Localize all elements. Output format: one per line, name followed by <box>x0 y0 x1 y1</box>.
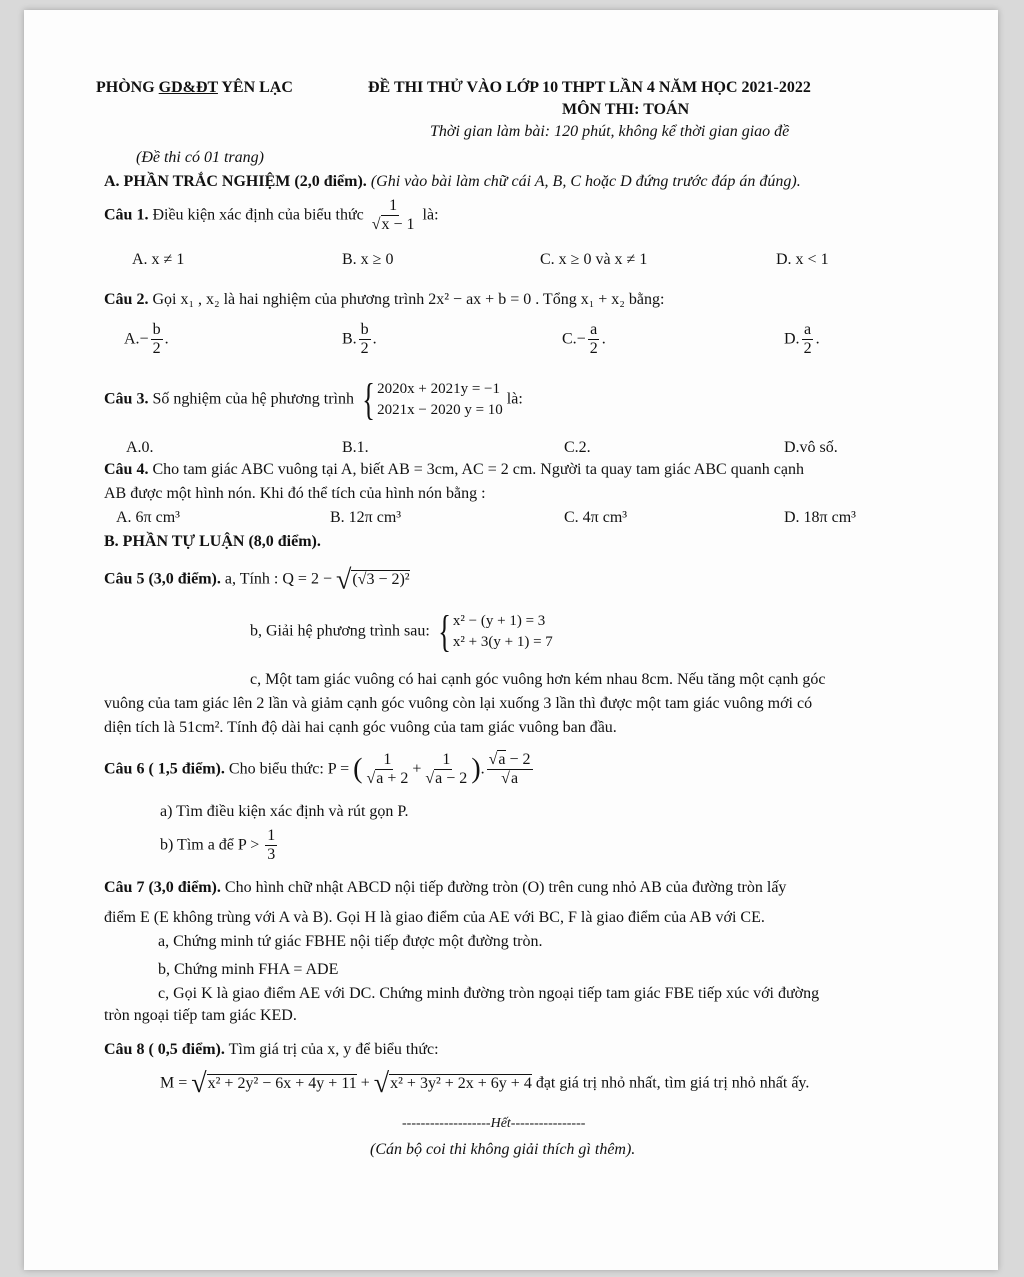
q2-d-num: a <box>804 321 812 338</box>
pages-note: (Đề thi có 01 trang) <box>136 149 264 166</box>
end-marker: -------------------Hết---------------- <box>402 1116 586 1131</box>
q1-den: √x − 1 <box>371 215 415 233</box>
q4-option-c: C. 4π cm³ <box>564 509 628 526</box>
q2-c-den: 2 <box>589 339 598 357</box>
q1-num: 1 <box>389 197 398 214</box>
q6-b-den: 3 <box>267 845 276 863</box>
q7-line1: Cho hình chữ nhật ABCD nội tiếp đường tròn (O) trên cung nhỏ AB của đường tròn lấy <box>220 879 787 896</box>
q5-c-line2: vuông của tam giác lên 2 lần và giảm cạnh góc vuông còn lại xuống 3 lần thì được một tam giác vuông mới có <box>104 695 813 712</box>
q1-label: Câu 1. <box>104 206 149 224</box>
q2-d-den: 2 <box>803 339 812 357</box>
q5-b-eq2: x² + 3(y + 1) = 7 <box>452 634 553 650</box>
q8-text: Tìm giá trị của x, y để biểu thức: <box>224 1041 439 1058</box>
q7-part-c2: tròn ngoại tiếp tam giác KED. <box>104 1007 297 1024</box>
question-3 <box>104 375 523 424</box>
q2-option-c <box>562 322 606 357</box>
q6-f1-den: √a + 2 <box>366 769 409 787</box>
q7-line2: điểm E (E không trùng với A và B). Gọi H là giao điểm của AE với BC, F là giao điểm của AB với CE. <box>104 909 765 926</box>
q4-line2: AB được một hình nón. Khi đó thể tích của hình nón bằng : <box>104 485 486 502</box>
q6-part-a: a) Tìm điều kiện xác định và rút gọn P. <box>160 803 409 820</box>
q6-f2-num: 1 <box>442 751 451 768</box>
q6-f3-num: √a − 2 <box>488 751 531 768</box>
q3-option-a: A.0. <box>126 439 154 456</box>
time-note: Thời gian làm bài: 120 phút, không kể thời gian giao đề <box>430 123 790 140</box>
q6-f3-num-rest: − 2 <box>505 751 531 768</box>
q8-m-prefix: M = <box>160 1074 192 1092</box>
q2-c-fraction <box>588 322 600 357</box>
q8-label: Câu 8 ( 0,5 điểm). <box>104 1041 225 1058</box>
q2-c-num: a <box>590 321 598 338</box>
q6-f3-num-rad: a <box>498 751 506 768</box>
q2-a-dot: . <box>164 330 169 348</box>
q1-den-rad: x <box>381 215 390 233</box>
q7-part-a: a, Chứng minh tứ giác FBHE nội tiếp được một đường tròn. <box>158 933 543 950</box>
q6-open-paren: ( <box>353 753 363 785</box>
q6-plus: + <box>412 760 422 778</box>
q2-b-den: 2 <box>360 339 369 357</box>
q2-option-a <box>124 322 169 357</box>
q2-d-fraction <box>802 322 814 357</box>
q2-a-fraction <box>151 322 163 357</box>
q6-text: Cho biểu thức: P = <box>224 760 354 778</box>
q6-f2-den-rad: a <box>435 769 443 787</box>
q6-f1-num: 1 <box>383 751 392 768</box>
q6-f3-den: √a <box>501 769 519 787</box>
q3-option-d: D.vô số. <box>784 439 838 456</box>
q5-b-brace: { <box>438 607 451 656</box>
school-name <box>96 78 293 97</box>
q5-b-eq1: x² − (y + 1) = 3 <box>452 613 546 629</box>
q2-option-d <box>784 322 820 357</box>
proctor-note: (Cán bộ coi thi không giải thích gì thêm). <box>370 1141 636 1158</box>
q2-a-num: b <box>152 321 161 338</box>
q6-label: Câu 6 ( 1,5 điểm). <box>104 760 225 778</box>
q5-b-text: b, Giải hệ phương trình sau: <box>250 622 434 640</box>
q8-radicand-1: x² + 2y² − 6x + 4y + 11 <box>207 1074 357 1092</box>
q6-f2-den: √a − 2 <box>425 769 468 787</box>
q4-line1: Cho tam giác ABC vuông tại A, biết AB = 3cm, AC = 2 cm. Người ta quay tam giác ABC quanh cạnh <box>148 461 805 478</box>
q3-text: Số nghiệm của hệ phương trình <box>148 390 358 408</box>
q5-a-inner: (√3 − 2)² <box>352 570 410 588</box>
q2-d-dot: . <box>815 330 820 348</box>
question-2 <box>104 290 664 309</box>
q3-option-c: C.2. <box>564 439 591 456</box>
q2-d-prefix: D. <box>784 330 800 348</box>
q2-c-prefix: C.− <box>562 330 586 348</box>
q2-b-prefix: B. <box>342 330 357 348</box>
q1-den-rest: − 1 <box>389 215 415 233</box>
q4-label: Câu 4. <box>104 461 149 478</box>
question-5a <box>104 566 410 594</box>
q5-b-system <box>434 607 553 656</box>
section-b-heading: B. PHẦN TỰ LUẬN (8,0 điểm). <box>104 533 321 550</box>
q2-text: Gọi x₁ , x₂ là hai nghiệm của phương trình 2x² − ax + b = 0 . Tổng x₁ + x₂ bằng: <box>148 291 665 308</box>
q2-b-fraction <box>359 322 371 357</box>
q6-frac1 <box>364 752 410 787</box>
question-5b <box>250 607 553 656</box>
q6-frac3 <box>487 752 533 787</box>
question-4 <box>104 460 804 479</box>
q6-frac2 <box>423 752 469 787</box>
q6-b-fraction <box>265 828 277 863</box>
q3-option-b: B.1. <box>342 439 369 456</box>
question-8 <box>104 1040 439 1059</box>
q6-f2-den-rest: − 2 <box>442 769 468 787</box>
q2-option-b <box>342 322 377 357</box>
q6-f1-den-rest: + 2 <box>383 769 409 787</box>
q5-c-line1: c, Một tam giác vuông có hai cạnh góc vuông hơn kém nhau 8cm. Nếu tăng một cạnh góc <box>250 671 826 688</box>
q8-plus: + <box>356 1074 374 1092</box>
q3-eq2: 2021x − 2020 y = 10 <box>377 402 503 418</box>
q7-part-b: b, Chứng minh FHA = ADE <box>158 961 339 978</box>
q4-option-a: A. 6π cm³ <box>116 509 180 526</box>
q8-expression: M = √x² + 2y² − 6x + 4y + 11 + √x² + 3y² + 2x + 6y + 4 đạt giá trị nhỏ nhất, tìm giá trị nhỏ nhất ấy. <box>160 1068 810 1099</box>
q5-a-prefix: a, Tính : Q = 2 − <box>220 570 336 588</box>
exam-title: ĐỀ THI THỬ VÀO LỚP 10 THPT LẦN 4 NĂM HỌC 2021-2022 <box>368 79 811 96</box>
exam-paper <box>24 10 998 1270</box>
q4-option-d: D. 18π cm³ <box>784 509 856 526</box>
question-6 <box>104 752 535 787</box>
school-prefix: PHÒNG <box>96 79 159 96</box>
q3-label: Câu 3. <box>104 390 149 408</box>
q3-brace: { <box>362 375 375 424</box>
q8-tail: đạt giá trị nhỏ nhất, tìm giá trị nhỏ nhất ấy. <box>531 1074 810 1092</box>
q7-label: Câu 7 (3,0 điểm). <box>104 879 221 896</box>
q2-a-prefix: A.− <box>124 330 149 348</box>
question-1 <box>104 198 439 233</box>
q3-eq1: 2020x + 2021y = −1 <box>377 381 501 397</box>
q1-option-b: B. x ≥ 0 <box>342 251 394 268</box>
school-dept: GD&ĐT <box>158 79 218 96</box>
q4-option-b: B. 12π cm³ <box>330 509 402 526</box>
q1-fraction <box>370 198 417 233</box>
q5-label: Câu 5 (3,0 điểm). <box>104 570 221 588</box>
q6-part-b <box>160 828 279 863</box>
q3-tail: là: <box>502 390 523 408</box>
q6-b-num: 1 <box>267 827 276 844</box>
section-a-heading <box>104 172 801 191</box>
q1-tail: là: <box>418 206 439 224</box>
q1-text: Điều kiện xác định của biểu thức <box>148 206 368 224</box>
q5-a-radical: √(√3 − 2)² <box>335 564 410 595</box>
q2-a-den: 2 <box>152 339 161 357</box>
section-a-instruction: (Ghi vào bài làm chữ cái A, B, C hoặc D đứng trước đáp án đúng). <box>366 173 801 190</box>
q2-label: Câu 2. <box>104 291 149 308</box>
q2-b-num: b <box>360 321 369 338</box>
q3-system <box>358 375 503 424</box>
q6-f1-den-rad: a <box>376 769 384 787</box>
q1-option-a: A. x ≠ 1 <box>132 251 185 268</box>
subject-title: MÔN THI: TOÁN <box>562 101 690 118</box>
q2-b-dot: . <box>372 330 377 348</box>
q5-c-line3: diện tích là 51cm². Tính độ dài hai cạnh góc vuông của tam giác vuông ban đầu. <box>104 719 617 736</box>
q1-option-c: C. x ≥ 0 và x ≠ 1 <box>540 251 648 268</box>
school-place: YÊN LẠC <box>217 79 293 96</box>
q2-c-dot: . <box>601 330 606 348</box>
q8-radicand-2: x² + 3y² + 2x + 6y + 4 <box>390 1074 532 1092</box>
question-7 <box>104 878 786 897</box>
q6-dot: . <box>480 760 485 778</box>
q6-b-text: b) Tìm a để P > <box>160 836 264 854</box>
q6-close-paren: ) <box>471 753 481 785</box>
q1-option-d: D. x < 1 <box>776 251 829 268</box>
section-a-title: A. PHẦN TRẮC NGHIỆM (2,0 điểm). <box>104 173 367 190</box>
q6-f3-den-rad: a <box>510 769 519 787</box>
q7-part-c1: c, Gọi K là giao điểm AE với DC. Chứng minh đường tròn ngoại tiếp tam giác FBE tiếp xúc với đường <box>158 985 820 1002</box>
